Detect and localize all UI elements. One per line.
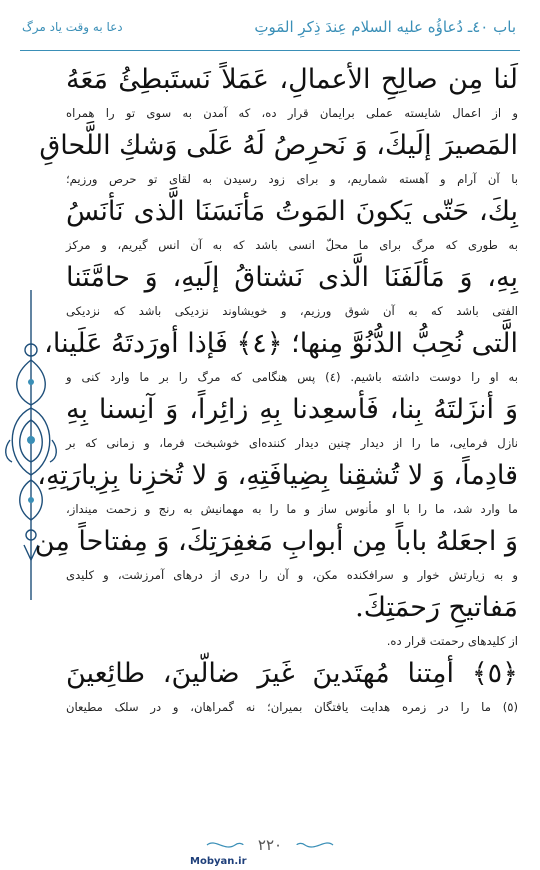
persian-translation-line: با آن آرام و آهسته شماریم، و برای زود رسیدن به لقای تو حرص ورزیم؛: [66, 172, 518, 186]
chapter-title: باب ٤٠ـ دُعاؤُه عليه السلام عِندَ ذِكرِ المَوتِ: [254, 18, 516, 36]
arabic-line: لَنا مِن صالِحِ الأعمالِ، عَمَلاً نَستَبطِئُ مَعَهُ: [66, 64, 518, 95]
persian-translation-line: به او را دوست داشته باشیم. (٤) پس هنگامی که مرگ را بر ما وارد کنی و: [66, 370, 518, 384]
page-footer: [0, 830, 540, 870]
arabic-line: وَ أنزَلتَهُ بِنا، فَأسعِدنا بِهِ زائِراً، وَ آنِسنا بِهِ: [66, 394, 518, 425]
arabic-line: بِهِ، وَ مَألَفَنَا الَّذى نَشتاقُ إلَيهِ، وَ حامَّتَنا: [66, 262, 518, 293]
persian-translation-line: به طوری که مرگ برای ما محلّ انسی باشد که به آن انس گیریم، و مرکز: [66, 238, 518, 252]
flourish-right-icon: [295, 838, 335, 852]
persian-translation-line: و از اعمال شایسته عملی برایمان قرار ده، که آمدن به سوی تو را همراه: [66, 106, 518, 120]
flourish-left-icon: [205, 838, 245, 852]
arabic-line: ﴿٥﴾ أمِتنا مُهتَدينَ غَيرَ ضالّينَ، طائِعينَ: [66, 658, 518, 689]
page-number: ٢٢٠: [257, 836, 283, 854]
arabic-line: مَفاتيحِ رَحمَتِكَ.: [355, 592, 518, 623]
arabic-line: بِكَ، حَتّى يَكونَ المَوتُ مَأنَسَنَا الَّذى نَأنَسُ: [66, 196, 518, 227]
arabic-line: المَصيرَ إلَيكَ، وَ نَحرِصُ لَهُ عَلَى وَشكِ اللَّحاقِ: [39, 130, 518, 161]
arabic-line: قادِماً، وَ لا تُشقِنا بِضِيافَتِهِ، وَ لا تُخزِنا بِزِيارَتِهِ،: [37, 460, 518, 491]
arabic-line: وَ اجعَلهُ باباً مِن أبوابِ مَغفِرَتِكَ، وَ مِفتاحاً مِن: [34, 526, 518, 557]
persian-translation-line: (٥) ما را در زمره هدایت یافتگان بمیران؛ نه گمراهان، و در سلک مطیعان: [66, 700, 518, 714]
persian-translation-line: نازل فرمایی، ما را از دیدار چنین دیدار کننده‌ای خوشبخت فرما، و زمانی که بر: [66, 436, 518, 450]
persian-translation-line: از کلیدهای رحمتت قرار ده.: [386, 634, 518, 648]
arabic-line: الَّتى نُحِبُّ الدُّنُوَّ مِنها؛ ﴿٤﴾ فَإذا أورَدتَهُ عَلَينا،: [44, 328, 518, 359]
persian-translation-line: و به زیارتش خوار و سرافکنده مکن، و آن را دری از درهای آمرزشت، و کلیدی: [66, 568, 518, 582]
persian-translation-line: ما وارد شد، ما را با او مأنوس ساز و ما را به مهمانیش به رنج و زحمت مینداز،: [66, 502, 518, 516]
header-divider: [20, 50, 520, 51]
watermark: Mobyan.ir: [190, 856, 247, 867]
persian-translation-line: الفتی باشد که به آن شوق ورزیم، و خویشاوند نزدیکی باشد که نزدیکی: [66, 304, 518, 318]
topic-title: دعا به وقت یاد مرگ: [22, 20, 123, 34]
text-body: [34, 58, 518, 718]
page-header: [0, 0, 540, 50]
